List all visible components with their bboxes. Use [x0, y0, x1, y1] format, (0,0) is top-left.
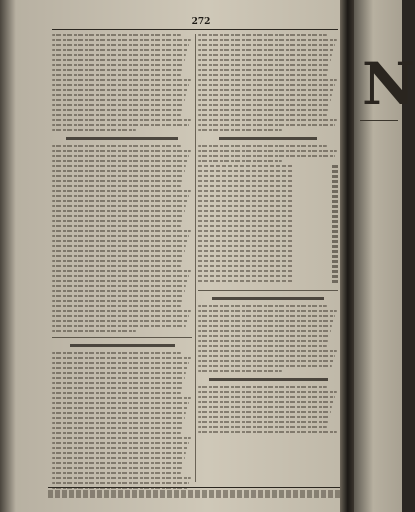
text-line-placeholder — [52, 180, 182, 182]
text-line-placeholder — [198, 305, 327, 307]
text-line-placeholder — [198, 104, 330, 106]
text-line-placeholder — [198, 335, 330, 337]
table-number-placeholder — [332, 240, 338, 243]
text-line-placeholder — [198, 406, 332, 408]
text-line-placeholder — [198, 386, 327, 388]
table-cell-placeholder — [198, 175, 294, 177]
text-line-placeholder — [52, 150, 191, 152]
text-line-placeholder — [52, 74, 181, 76]
text-line-placeholder — [52, 69, 182, 71]
text-line-placeholder — [52, 54, 186, 56]
text-line-placeholder — [198, 119, 337, 121]
section-separator — [198, 290, 338, 291]
text-line-placeholder — [52, 145, 181, 147]
text-line-placeholder — [52, 447, 188, 449]
text-line-placeholder — [52, 114, 181, 116]
text-line-placeholder — [52, 155, 189, 157]
text-line-placeholder — [52, 64, 184, 66]
text-line-placeholder — [52, 352, 181, 354]
text-line-placeholder — [198, 99, 331, 101]
table-number-placeholder — [332, 265, 338, 268]
text-line-placeholder — [198, 431, 337, 433]
text-line-placeholder — [198, 421, 328, 423]
text-line-placeholder — [198, 330, 331, 332]
table-number-placeholder — [332, 210, 338, 213]
text-line-placeholder — [198, 345, 327, 347]
table-number-placeholder — [332, 250, 338, 253]
text-line-placeholder — [198, 109, 328, 111]
text-line-placeholder — [198, 355, 335, 357]
text-line-placeholder — [198, 160, 282, 162]
text-line-placeholder — [198, 129, 282, 131]
text-line-placeholder — [52, 382, 184, 384]
table-number-placeholder — [332, 185, 338, 188]
table-number-placeholder — [332, 190, 338, 193]
page-number: 272 — [191, 17, 211, 27]
text-line-placeholder — [52, 407, 188, 409]
text-line-placeholder — [198, 34, 327, 36]
text-line-placeholder — [52, 285, 186, 287]
text-line-placeholder — [198, 59, 331, 61]
text-line-placeholder — [52, 457, 185, 459]
table-cell-placeholder — [198, 180, 294, 182]
text-line-placeholder — [52, 467, 182, 469]
text-line-placeholder — [198, 370, 282, 372]
text-line-placeholder — [198, 315, 335, 317]
text-line-placeholder — [198, 39, 337, 41]
table-cell-placeholder — [198, 225, 294, 227]
text-line-placeholder — [198, 310, 337, 312]
text-line-placeholder — [52, 44, 189, 46]
text-line-placeholder — [198, 74, 327, 76]
text-line-placeholder — [198, 64, 330, 66]
text-line-placeholder — [198, 49, 334, 51]
text-line-placeholder — [198, 365, 332, 367]
text-line-placeholder — [52, 215, 184, 217]
text-line-placeholder — [52, 280, 188, 282]
text-line-placeholder — [198, 44, 335, 46]
text-line-placeholder — [52, 310, 191, 312]
table-number-placeholder — [332, 215, 338, 218]
text-line-placeholder — [198, 396, 335, 398]
text-line-placeholder — [198, 94, 332, 96]
text-line-placeholder — [52, 290, 185, 292]
table-cell-placeholder — [198, 185, 294, 187]
text-line-placeholder — [52, 417, 185, 419]
text-line-placeholder — [52, 305, 181, 307]
text-line-placeholder — [198, 320, 334, 322]
text-line-placeholder — [52, 412, 186, 414]
table-cell-placeholder — [198, 260, 294, 262]
text-line-placeholder — [52, 195, 189, 197]
text-line-placeholder — [52, 170, 185, 172]
table-cell-placeholder — [198, 245, 294, 247]
text-line-placeholder — [52, 89, 188, 91]
text-line-placeholder — [52, 462, 184, 464]
text-line-placeholder — [52, 49, 188, 51]
table-number-placeholder — [332, 230, 338, 233]
text-line-placeholder — [198, 79, 337, 81]
ornamental-initial: N — [362, 50, 415, 118]
text-line-placeholder — [52, 59, 185, 61]
text-line-placeholder — [198, 416, 330, 418]
text-line-placeholder — [52, 250, 185, 252]
text-line-placeholder — [52, 225, 181, 227]
text-line-placeholder — [52, 119, 191, 121]
text-line-placeholder — [52, 39, 191, 41]
text-line-placeholder — [52, 472, 181, 474]
table-cell-placeholder — [198, 195, 294, 197]
text-line-placeholder — [198, 426, 327, 428]
text-line-placeholder — [198, 69, 328, 71]
table-cell-placeholder — [198, 240, 294, 242]
table-cell-placeholder — [198, 170, 294, 172]
table-number-placeholder — [332, 205, 338, 208]
table-number-placeholder — [332, 200, 338, 203]
text-line-placeholder — [52, 160, 188, 162]
table-cell-placeholder — [198, 275, 294, 277]
table-number-placeholder — [332, 270, 338, 273]
text-line-placeholder — [52, 442, 189, 444]
text-line-placeholder — [52, 240, 188, 242]
ornament-rule — [360, 120, 398, 121]
text-line-placeholder — [198, 360, 334, 362]
text-line-placeholder — [52, 330, 136, 332]
footer-imprint — [48, 490, 340, 498]
table-cell-placeholder — [198, 205, 294, 207]
table-cell-placeholder — [198, 165, 294, 167]
text-line-placeholder — [52, 255, 184, 257]
text-line-placeholder — [52, 432, 181, 434]
text-line-placeholder — [52, 94, 186, 96]
text-line-placeholder — [52, 362, 189, 364]
table-number-placeholder — [332, 275, 338, 278]
text-line-placeholder — [198, 155, 335, 157]
table-cell-placeholder — [198, 190, 294, 192]
text-line-placeholder — [52, 210, 185, 212]
table-cell-placeholder — [198, 270, 294, 272]
text-line-placeholder — [198, 124, 335, 126]
section-separator — [52, 337, 192, 338]
text-line-placeholder — [52, 427, 182, 429]
text-line-placeholder — [52, 109, 182, 111]
right-text-column — [198, 34, 338, 482]
table-number-placeholder — [332, 235, 338, 238]
text-line-placeholder — [52, 357, 191, 359]
table-cell-placeholder — [198, 265, 294, 267]
table-number-placeholder — [332, 170, 338, 173]
table-number-placeholder — [332, 225, 338, 228]
text-line-placeholder — [198, 391, 337, 393]
text-line-placeholder — [52, 99, 185, 101]
text-line-placeholder — [52, 482, 189, 484]
text-line-placeholder — [52, 265, 181, 267]
table-cell-placeholder — [198, 230, 294, 232]
text-line-placeholder — [52, 270, 191, 272]
text-line-placeholder — [52, 300, 182, 302]
text-line-placeholder — [52, 129, 136, 131]
text-line-placeholder — [52, 325, 186, 327]
book-gutter — [340, 0, 354, 512]
text-line-placeholder — [52, 402, 189, 404]
text-line-placeholder — [52, 367, 188, 369]
text-line-placeholder — [52, 422, 184, 424]
section-heading-placeholder — [209, 378, 328, 381]
table-cell-placeholder — [198, 210, 294, 212]
table-number-placeholder — [332, 280, 338, 283]
text-line-placeholder — [52, 245, 186, 247]
table-number-placeholder — [332, 245, 338, 248]
text-line-placeholder — [198, 89, 334, 91]
table-number-placeholder — [332, 220, 338, 223]
section-heading-placeholder — [70, 344, 175, 347]
text-line-placeholder — [52, 387, 182, 389]
facing-page-edge — [354, 0, 415, 512]
left-text-column — [52, 34, 192, 482]
text-line-placeholder — [52, 205, 186, 207]
text-line-placeholder — [52, 124, 189, 126]
text-line-placeholder — [52, 190, 191, 192]
table-number-placeholder — [332, 180, 338, 183]
section-heading-placeholder — [219, 137, 317, 140]
table-number-placeholder — [332, 260, 338, 263]
text-line-placeholder — [52, 220, 182, 222]
text-line-placeholder — [198, 411, 331, 413]
column-divider — [195, 34, 196, 482]
text-line-placeholder — [52, 437, 191, 439]
text-line-placeholder — [198, 340, 328, 342]
text-line-placeholder — [198, 150, 337, 152]
text-line-placeholder — [52, 34, 181, 36]
text-line-placeholder — [52, 79, 191, 81]
table-cell-placeholder — [198, 250, 294, 252]
text-line-placeholder — [52, 185, 181, 187]
table-number-placeholder — [332, 255, 338, 258]
text-line-placeholder — [52, 235, 189, 237]
text-line-placeholder — [52, 104, 184, 106]
table-number-placeholder — [332, 175, 338, 178]
text-line-placeholder — [198, 145, 327, 147]
table-number-placeholder — [332, 165, 338, 168]
table-cell-placeholder — [198, 220, 294, 222]
table-cell-placeholder — [198, 235, 294, 237]
text-line-placeholder — [198, 325, 332, 327]
text-line-placeholder — [52, 392, 181, 394]
header-rule — [52, 29, 338, 30]
text-line-placeholder — [198, 350, 337, 352]
text-line-placeholder — [52, 397, 191, 399]
table-number-placeholder — [332, 195, 338, 198]
table-cell-placeholder — [198, 255, 294, 257]
text-line-placeholder — [52, 320, 188, 322]
table-row-placeholder — [198, 280, 338, 285]
text-line-placeholder — [52, 477, 191, 479]
text-line-placeholder — [52, 165, 186, 167]
text-line-placeholder — [52, 372, 186, 374]
section-heading-placeholder — [212, 297, 324, 300]
text-line-placeholder — [198, 84, 335, 86]
text-line-placeholder — [198, 114, 327, 116]
footer-rule — [48, 487, 340, 488]
table-cell-placeholder — [198, 215, 294, 217]
table-cell-placeholder — [198, 280, 294, 282]
text-line-placeholder — [198, 54, 332, 56]
text-line-placeholder — [52, 175, 184, 177]
text-line-placeholder — [52, 315, 189, 317]
text-line-placeholder — [52, 84, 189, 86]
section-heading-placeholder — [66, 137, 178, 140]
text-line-placeholder — [52, 295, 184, 297]
text-line-placeholder — [198, 401, 334, 403]
text-line-placeholder — [52, 452, 186, 454]
text-line-placeholder — [52, 275, 189, 277]
table-cell-placeholder — [198, 200, 294, 202]
text-line-placeholder — [52, 260, 182, 262]
text-line-placeholder — [52, 230, 191, 232]
text-line-placeholder — [52, 377, 185, 379]
text-line-placeholder — [52, 200, 188, 202]
